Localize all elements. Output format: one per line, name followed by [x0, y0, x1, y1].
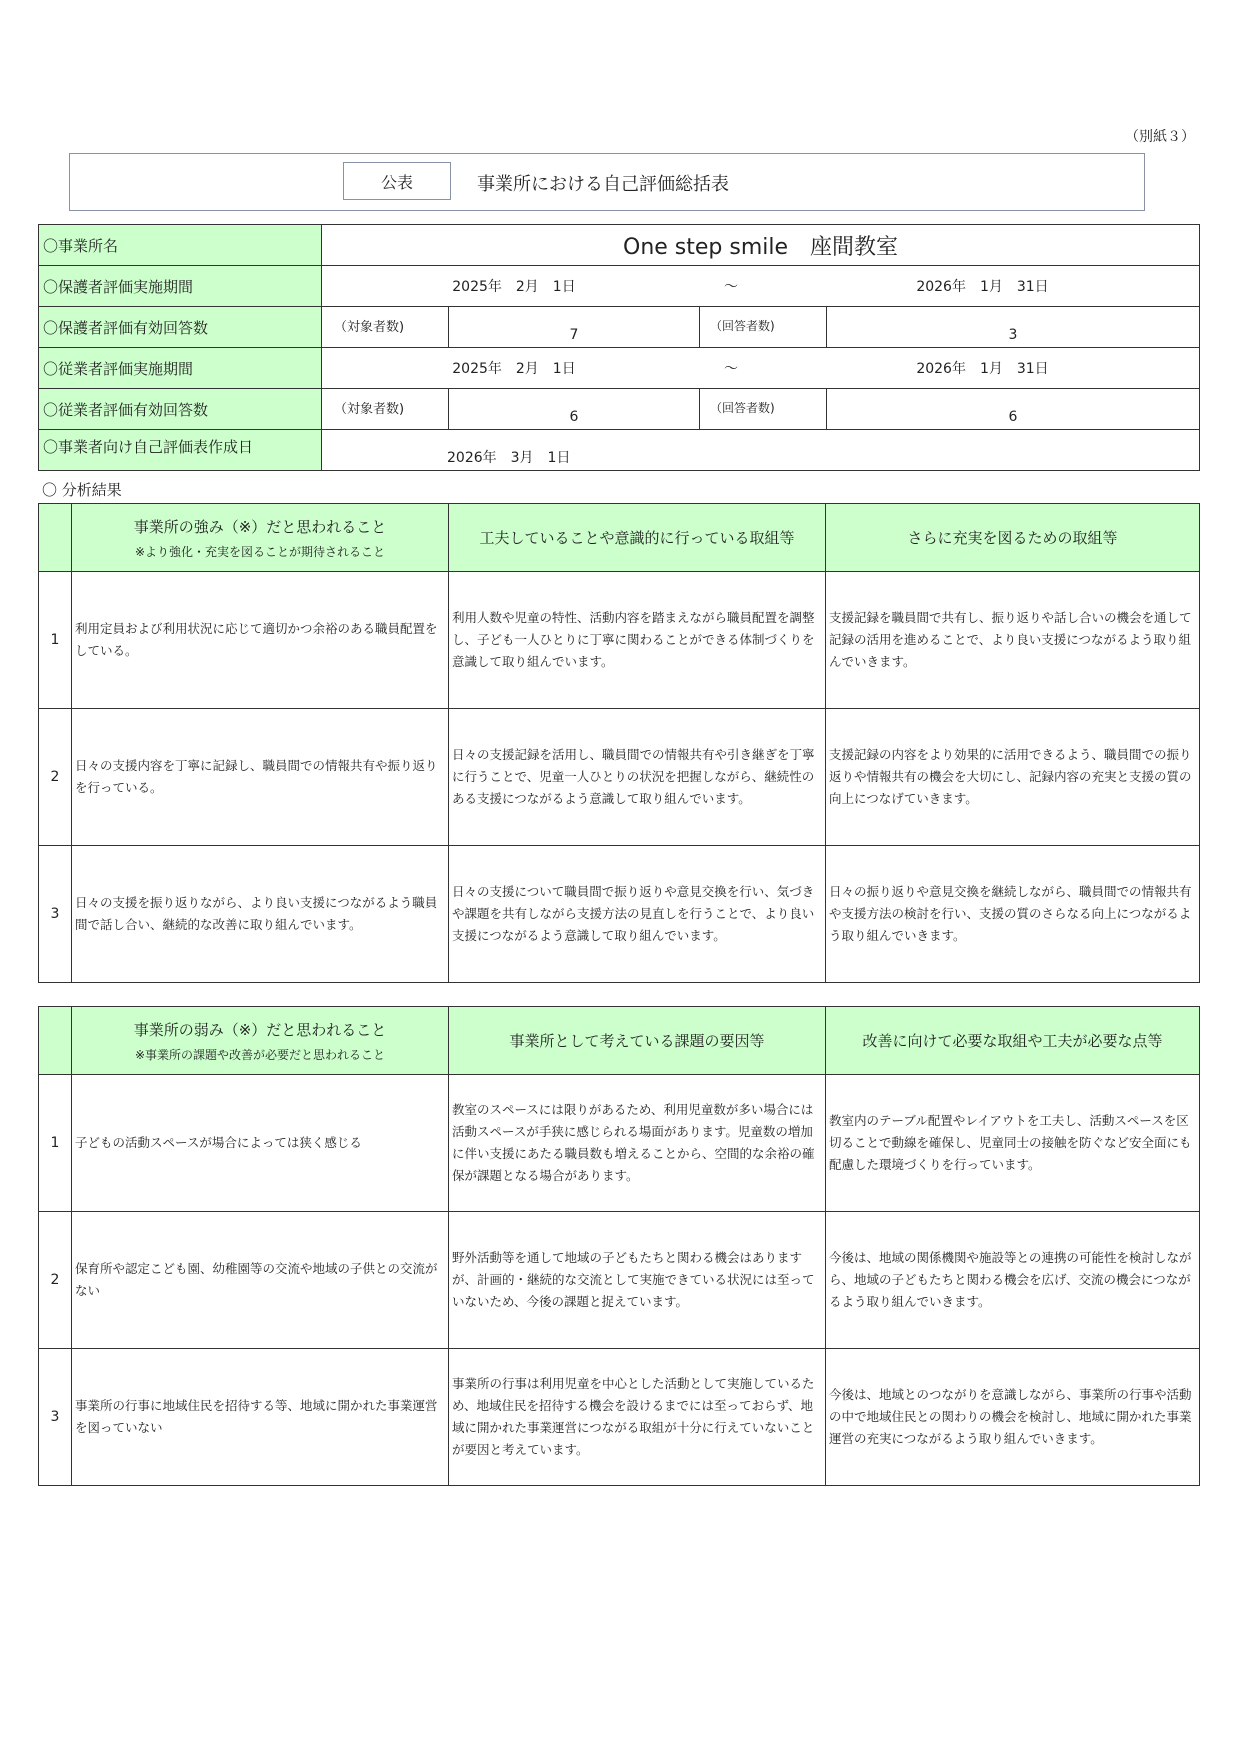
staff-valid-label: 〇従業者評価有効回答数 — [39, 389, 322, 430]
page-title: 事業所における自己評価総括表 — [477, 174, 729, 195]
guardian-period — [322, 266, 1200, 307]
guardian-target-count: 7 — [449, 307, 700, 348]
weakness-improvement: 教室内のテーブル配置やレイアウトを工夫し、活動スペースを区切ることで動線を確保し、児童同士の接触を防ぐなど安全面にも配慮した環境づくりを行っています。 — [826, 1075, 1200, 1212]
strength-text: 利用定員および利用状況に応じて適切かつ余裕のある職員配置をしている。 — [72, 572, 449, 709]
staff-period-label: 〇従業者評価実施期間 — [39, 348, 322, 389]
table-row — [39, 709, 1200, 846]
facility-name: One step smile 座間教室 — [322, 225, 1200, 266]
strength-text: 日々の支援内容を丁寧に記録し、職員間での情報共有や振り返りを行っている。 — [72, 709, 449, 846]
guardian-target-label: （対象者数) — [322, 307, 449, 348]
guardian-period-end: 2026年 1月 31日 — [916, 279, 1049, 295]
guardian-period-label: 〇保護者評価実施期間 — [39, 266, 322, 307]
table-row — [39, 1075, 1200, 1212]
table-row — [39, 1349, 1200, 1486]
strengths-table — [38, 503, 1200, 983]
weaknesses-header-1 — [72, 1007, 449, 1075]
table-row — [39, 846, 1200, 983]
annex-label: （別紙３） — [1125, 129, 1195, 145]
staff-resp-label: （回答者数) — [700, 389, 827, 430]
weaknesses-header-3: 改善に向けて必要な取組や工夫が必要な点等 — [826, 1007, 1200, 1075]
guardian-resp-label: （回答者数) — [700, 307, 827, 348]
weaknesses-header-2: 事業所として考えている課題の要因等 — [449, 1007, 826, 1075]
weakness-text: 保育所や認定こども園、幼稚園等の交流や地域の子供との交流がない — [72, 1212, 449, 1349]
strength-enhancement: 日々の振り返りや意見交換を継続しながら、職員間での情報共有や支援方法の検討を行い、支援の質のさらなる向上につながるよう取り組んでいきます。 — [826, 846, 1200, 983]
staff-period — [322, 348, 1200, 389]
guardian-period-start: 2025年 2月 1日 — [452, 279, 576, 295]
weaknesses-header-blank — [39, 1007, 72, 1075]
strengths-header-3: さらに充実を図るための取組等 — [826, 504, 1200, 572]
staff-period-end: 2026年 1月 31日 — [916, 361, 1049, 377]
weakness-improvement: 今後は、地域とのつながりを意識しながら、事業所の行事や活動の中で地域住民との関わりの機会を検討し、地域に開かれた事業運営の充実につながるよう取り組んでいきます。 — [826, 1349, 1200, 1486]
table-row — [39, 1212, 1200, 1349]
row-number: 1 — [39, 572, 72, 709]
strength-enhancement: 支援記録を職員間で共有し、振り返りや話し合いの機会を通して記録の活用を進めることで、より良い支援につながるよう取り組んでいきます。 — [826, 572, 1200, 709]
row-number: 2 — [39, 1212, 72, 1349]
strengths-header-1-title: 事業所の強み（※）だと思われること — [133, 517, 387, 536]
info-table — [38, 224, 1200, 471]
weakness-cause: 教室のスペースには限りがあるため、利用児童数が多い場合には活動スペースが手狭に感じられる場面があります。児童数の増加に伴い支援にあたる職員数も増えることから、空間的な余裕の確保が課題となる場合があります。 — [449, 1075, 826, 1212]
facility-name-label: 〇事業所名 — [39, 225, 322, 266]
staff-target-label: （対象者数) — [322, 389, 449, 430]
weakness-improvement: 今後は、地域の関係機関や施設等との連携の可能性を検討しながら、地域の子どもたちと関わる機会を広げ、交流の機会につながるよう取り組んでいきます。 — [826, 1212, 1200, 1349]
strengths-header-2: 工夫していることや意識的に行っている取組等 — [449, 504, 826, 572]
public-tag: 公表 — [343, 162, 451, 200]
row-number: 1 — [39, 1075, 72, 1212]
staff-period-start: 2025年 2月 1日 — [452, 361, 576, 377]
strengths-header-1-sub: ※より強化・充実を図ることが期待されること — [134, 544, 386, 559]
weaknesses-table — [38, 1006, 1200, 1486]
strength-effort: 日々の支援記録を活用し、職員間での情報共有や引き継ぎを丁寧に行うことで、児童一人ひとりの状況を把握しながら、継続性のある支援につながるよう意識して取り組んでいます。 — [449, 709, 826, 846]
strength-text: 日々の支援を振り返りながら、より良い支援につながるよう職員間で話し合い、継続的な改善に取り組んでいます。 — [72, 846, 449, 983]
weakness-text: 子どもの活動スペースが場合によっては狭く感じる — [72, 1075, 449, 1212]
strength-effort: 日々の支援について職員間で振り返りや意見交換を行い、気づきや課題を共有しながら支援方法の見直しを行うことで、より良い支援につながるよう意識して取り組んでいます。 — [449, 846, 826, 983]
weaknesses-header-1-sub: ※事業所の課題や改善が必要だと思われること — [134, 1047, 386, 1062]
strength-effort: 利用人数や児童の特性、活動内容を踏まえながら職員配置を調整し、子ども一人ひとりに丁寧に関わることができる体制づくりを意識して取り組んでいます。 — [449, 572, 826, 709]
guardian-period-sep: ～ — [724, 279, 738, 295]
weakness-text: 事業所の行事に地域住民を招待する等、地域に開かれた事業運営を図っていない — [72, 1349, 449, 1486]
analysis-label: 〇 分析結果 — [42, 481, 122, 499]
weaknesses-header-1-title: 事業所の弱み（※）だと思われること — [133, 1020, 387, 1039]
table-row — [39, 572, 1200, 709]
row-number: 3 — [39, 846, 72, 983]
staff-period-sep: ～ — [724, 361, 738, 377]
staff-target-count: 6 — [449, 389, 700, 430]
weakness-cause: 事業所の行事は利用児童を中心とした活動として実施しているため、地域住民を招待する機会を設けるまでには至っておらず、地域に開かれた事業運営につながる取組が十分に行えていないことが要因と考えています。 — [449, 1349, 826, 1486]
created-date-label: 〇事業者向け自己評価表作成日 — [39, 430, 322, 471]
row-number: 2 — [39, 709, 72, 846]
strengths-header-blank — [39, 504, 72, 572]
strength-enhancement: 支援記録の内容をより効果的に活用できるよう、職員間での振り返りや情報共有の機会を大切にし、記録内容の充実と支援の質の向上につなげていきます。 — [826, 709, 1200, 846]
created-date: 2026年 3月 1日 — [322, 430, 1200, 471]
strengths-header-1 — [72, 504, 449, 572]
guardian-resp-count: 3 — [827, 307, 1200, 348]
staff-resp-count: 6 — [827, 389, 1200, 430]
guardian-valid-label: 〇保護者評価有効回答数 — [39, 307, 322, 348]
row-number: 3 — [39, 1349, 72, 1486]
weakness-cause: 野外活動等を通して地域の子どもたちと関わる機会はありますが、計画的・継続的な交流として実施できている状況には至っていないため、今後の課題と捉えています。 — [449, 1212, 826, 1349]
